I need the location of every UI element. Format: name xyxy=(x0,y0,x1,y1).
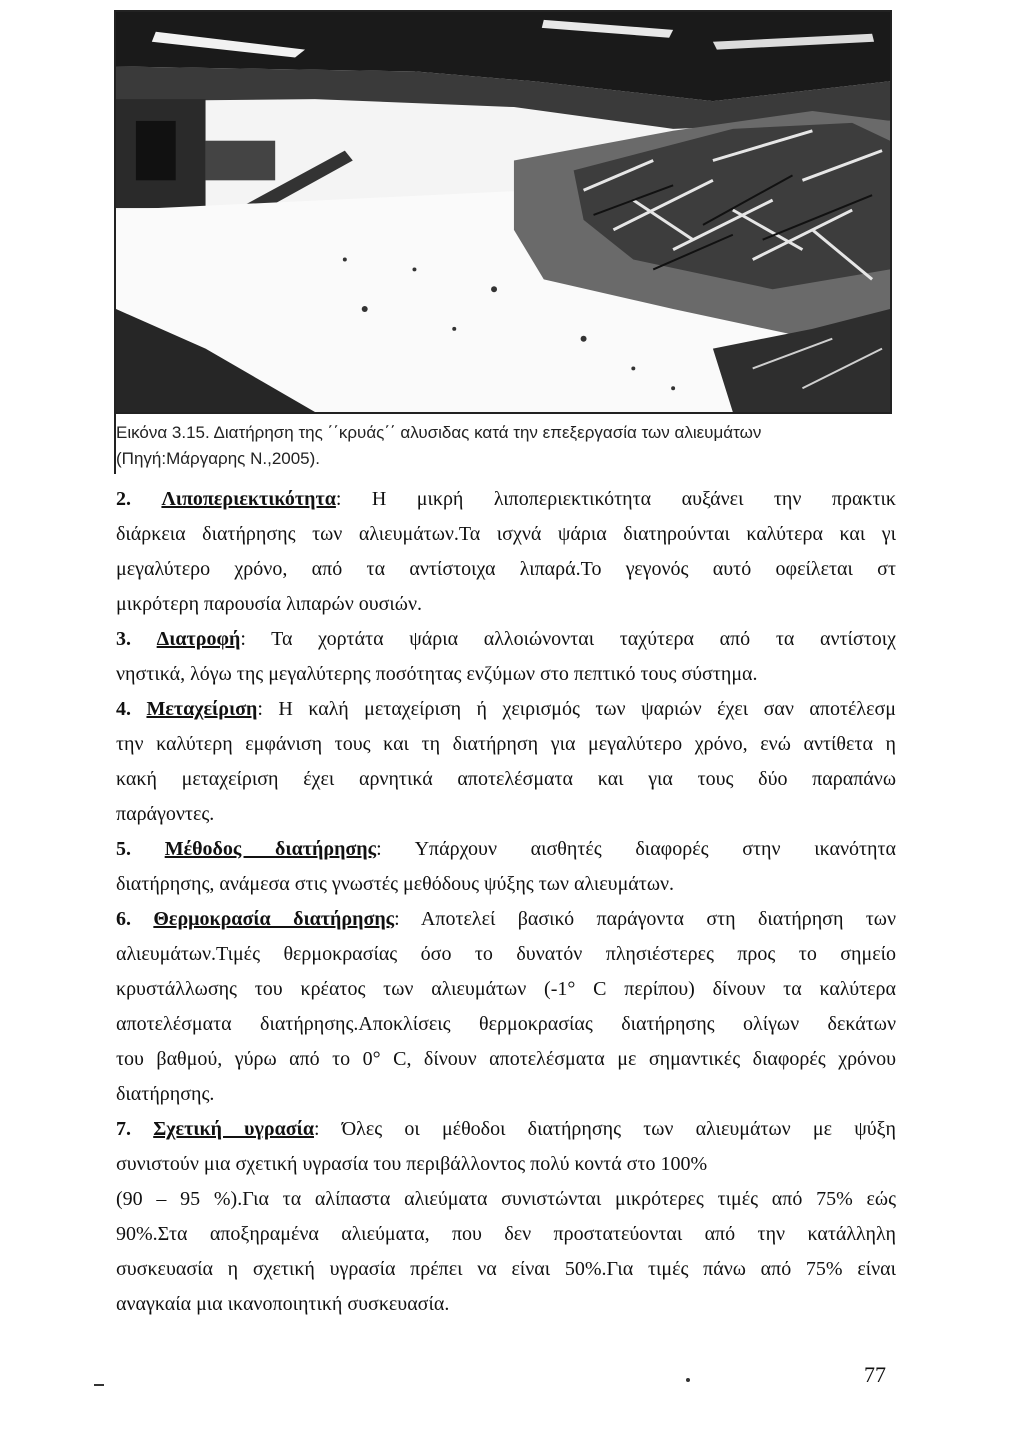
document-body xyxy=(116,482,896,1322)
item-text: : Αποτελεί βασικό παράγοντα στη διατήρηση των xyxy=(394,908,896,930)
list-item-line: μικρότερη παρουσία λιπαρών ουσιών. xyxy=(116,593,423,615)
item-number: 7. xyxy=(116,1118,131,1140)
list-item-line: συνιστούν μια σχετική υγρασία του περιβάλλοντος πολύ κοντά στο 100% xyxy=(116,1153,708,1175)
list-item-line xyxy=(116,622,896,657)
item-number: 4. xyxy=(116,698,131,720)
list-item-line: αποτελέσματα διατήρησης.Αποκλίσεις θερμοκρασίας διατήρησης ολίγων δεκάτων xyxy=(116,1013,896,1035)
list-item-line: διάρκεια διατήρησης των αλιευμάτων.Τα ισχνά ψάρια διατηρούνται καλύτερα και γι xyxy=(116,523,896,545)
list-item-line: αλιευμάτων.Τιμές θερμοκρασίας όσο το δυνατόν πλησιέστερες προς το σημείο xyxy=(116,943,896,965)
list-item-line: διατήρησης. xyxy=(116,1083,215,1105)
item-text: : Η μικρή λιποπεριεκτικότητα αυξάνει την πρακτικ xyxy=(335,488,896,510)
list-item-line: παράγοντες. xyxy=(116,803,215,825)
item-term: Μεταχείριση xyxy=(146,698,258,720)
item-term: Διατροφή xyxy=(156,628,241,650)
item-number: 5. xyxy=(116,838,131,860)
list-item-line: διατήρησης, ανάμεσα στις γνωστές μεθόδους ψύξης των αλιευμάτων. xyxy=(116,873,675,895)
list-item-line: αναγκαία μια ικανοποιητική συσκευασία. xyxy=(116,1293,450,1315)
item-text: : Η καλή μεταχείριση ή χειρισμός των ψαριών έχει σαν αποτέλεσμ xyxy=(257,698,896,720)
item-term: Λιποπεριεκτικότητα xyxy=(161,488,336,510)
list-item-line: μεγαλύτερο χρόνο, από τα αντίστοιχα λιπαρά.Το γεγονός αυτό οφείλεται στ xyxy=(116,558,896,580)
list-item-line xyxy=(116,482,896,517)
list-item-line: συσκευασία η σχετική υγρασία πρέπει να είναι 50%.Για τιμές πάνω από 75% είναι xyxy=(116,1258,896,1280)
list-item-line: νηστικά, λόγω της μεγαλύτερης ποσότητας ενζύμων στο πεπτικό τους σύστημα. xyxy=(116,663,758,685)
item-text: : Όλες οι μέθοδοι διατήρησης των αλιευμάτων με ψύξη xyxy=(313,1118,896,1140)
scan-mark-dash xyxy=(94,1384,104,1386)
item-text: : Υπάρχουν αισθητές διαφορές στην ικανότητα xyxy=(376,838,896,860)
list-item-line xyxy=(116,902,896,937)
list-item-line: κακή μεταχείριση έχει αρνητικά αποτελέσματα και για τους δύο παραπάνω xyxy=(116,768,896,790)
list-item-line: κρυστάλλωσης του κρέατος των αλιευμάτων (-1° C περίπου) δίνουν τα καλύτερα xyxy=(116,978,896,1000)
item-number: 2. xyxy=(116,488,131,510)
list-item-line xyxy=(116,1112,896,1147)
item-number: 6. xyxy=(116,908,131,930)
list-item-line xyxy=(116,692,896,727)
fish-processing-photo xyxy=(114,10,892,414)
caption-source: (Πηγή:Μάργαρης Ν.,2005). xyxy=(116,449,321,468)
list-item-line: του βαθμού, γύρω από το 0° C, δίνουν αποτελέσματα με σημαντικές διαφορές χρόνου xyxy=(116,1048,896,1070)
list-item-line xyxy=(116,832,896,867)
list-item-line: την καλύτερη εμφάνιση τους και τη διατήρηση για μεγαλύτερο χρόνο, ενώ αντίθετα η xyxy=(116,733,896,755)
caption-label: Εικόνα 3.15. xyxy=(116,423,210,442)
scan-mark-dot xyxy=(686,1378,690,1382)
item-number: 3. xyxy=(116,628,131,650)
photo-illustration xyxy=(116,12,890,412)
item-term: Θερμοκρασία διατήρησης xyxy=(153,908,395,930)
item-term: Μέθοδος διατήρησης xyxy=(164,838,377,860)
item-text: : Τα χορτάτα ψάρια αλλοιώνονται ταχύτερα από τα αντίστοιχ xyxy=(240,628,896,650)
caption-text: Διατήρηση της ΄΄κρυάς΄΄ αλυσιδας κατά την επεξεργασία των αλιευμάτων xyxy=(213,423,762,442)
list-item-line: (90 – 95 %).Για τα αλίπαστα αλιεύματα συνιστώνται μικρότερες τιμές από 75% εώς xyxy=(116,1188,896,1210)
item-term: Σχετική υγρασία xyxy=(153,1118,314,1140)
figure-caption xyxy=(116,420,896,472)
page-number: 77 xyxy=(864,1362,886,1387)
list-item-line: 90%.Στα αποξηραμένα αλιεύματα, που δεν προστατεύονται από την κατάλληλη xyxy=(116,1223,896,1245)
